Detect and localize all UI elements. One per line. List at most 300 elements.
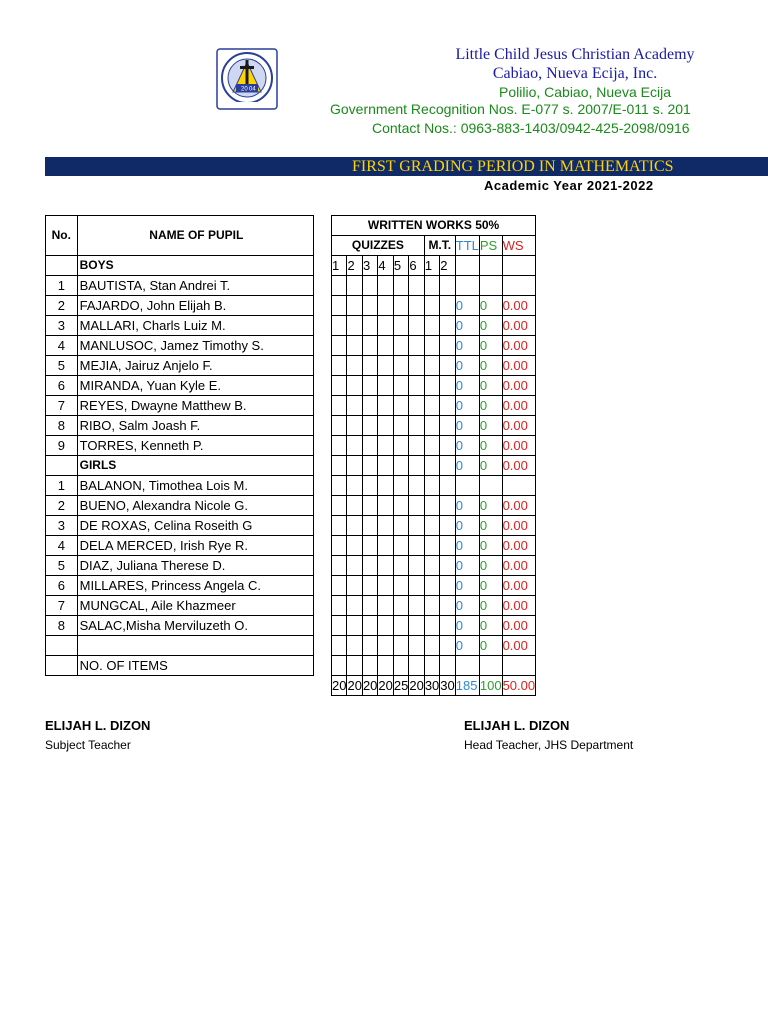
ws-value: 0.00 [502,356,536,376]
ws-value: 0.00 [502,576,536,596]
pupil-row [46,596,314,616]
score-cell[interactable] [347,616,362,636]
score-cell[interactable] [393,296,408,316]
blank-cell [479,656,502,676]
score-cell[interactable] [378,536,393,556]
score-cell[interactable] [393,396,408,416]
ws-value: 0.00 [502,376,536,396]
pupil-score-row [332,296,536,316]
ttl-cell [455,276,479,296]
score-cell [332,476,347,496]
ttl-value: 0 [455,436,479,456]
ps-value: 0 [479,456,502,476]
ps-value: 0 [479,516,502,536]
ps-value: 0 [479,336,502,356]
score-cell[interactable] [332,536,347,556]
logo-year-left: 20 [241,86,248,93]
pupil-row [46,516,314,536]
pupil-number: 1 [46,476,78,496]
ttl-value: 0 [455,416,479,436]
score-cell[interactable] [440,576,455,596]
score-cell[interactable] [347,316,362,336]
score-cell[interactable] [409,396,424,416]
col-header-name: NAME OF PUPIL [77,216,313,256]
pupil-name: REYES, Dwayne Matthew B. [77,396,313,416]
score-cell[interactable] [332,496,347,516]
score-cell [424,476,439,496]
girls-label: GIRLS [77,456,313,476]
score-cell[interactable] [409,596,424,616]
pupil-name: DELA MERCED, Irish Rye R. [77,536,313,556]
pupil-number: 6 [46,576,78,596]
score-cell[interactable] [440,456,455,476]
score-cell[interactable] [393,616,408,636]
pupil-row [46,396,314,416]
score-cell[interactable] [362,416,377,436]
ps-value: 0 [479,396,502,416]
pupil-name: BUENO, Alexandra Nicole G. [77,496,313,516]
score-cell[interactable] [424,636,439,656]
school-logo [216,48,278,110]
score-cell[interactable] [378,636,393,656]
score-cell[interactable] [332,556,347,576]
score-cell [347,276,362,296]
items-no-empty [46,656,78,676]
pupil-number: 3 [46,516,78,536]
score-cell[interactable] [409,556,424,576]
signature-head-teacher [464,718,633,752]
score-cell[interactable] [393,596,408,616]
score-cell[interactable] [378,396,393,416]
pupil-row [46,616,314,636]
score-cell[interactable] [409,416,424,436]
score-cell[interactable] [440,336,455,356]
score-cell[interactable] [424,596,439,616]
score-cell[interactable] [347,396,362,416]
score-cell[interactable] [347,596,362,616]
score-cell [378,476,393,496]
ws-cell [502,276,536,296]
items-row [46,656,314,676]
pupil-name: MIRANDA, Yuan Kyle E. [77,376,313,396]
ttl-value: 0 [455,496,479,516]
score-cell[interactable] [409,436,424,456]
score-cell[interactable] [362,556,377,576]
pupil-score-row [332,636,536,656]
blank-cell [77,636,313,656]
pupil-number: 8 [46,616,78,636]
pupil-number: 2 [46,496,78,516]
pupil-score-row [332,376,536,396]
score-cell [409,276,424,296]
score-cell[interactable] [378,356,393,376]
score-cell[interactable] [440,376,455,396]
row-no-empty [46,256,78,276]
score-cell[interactable] [440,416,455,436]
score-cell[interactable] [409,296,424,316]
score-cell[interactable] [409,456,424,476]
score-cell[interactable] [409,496,424,516]
girls-score-row [332,476,536,496]
ws-value: 0.00 [502,456,536,476]
written-works-container [331,215,715,693]
pupil-name: DIAZ, Juliana Therese D. [77,556,313,576]
score-cell[interactable] [378,296,393,316]
score-cell[interactable] [424,516,439,536]
score-cell[interactable] [378,436,393,456]
boys-row [46,256,314,276]
score-cell[interactable] [347,496,362,516]
pupil-score-row [332,396,536,416]
ps-value: 0 [479,536,502,556]
ttl-value: 0 [455,536,479,556]
pupil-row [46,476,314,496]
score-cell[interactable] [440,616,455,636]
score-cell[interactable] [378,516,393,536]
pupil-number: 4 [46,336,78,356]
score-cell[interactable] [378,576,393,596]
ttl-value: 0 [455,336,479,356]
score-cell[interactable] [424,356,439,376]
score-cell[interactable] [440,556,455,576]
girls-row [46,456,314,476]
pupil-number: 9 [46,436,78,456]
score-cell[interactable] [409,536,424,556]
score-cell[interactable] [440,536,455,556]
quiz-number: 2 [347,256,362,276]
mt-number: 1 [424,256,439,276]
score-cell[interactable] [362,596,377,616]
pupil-score-row [332,576,536,596]
score-cell[interactable] [332,396,347,416]
ps-value: 0 [479,416,502,436]
items-value: 25 [393,676,408,696]
score-cell [393,276,408,296]
score-cell[interactable] [393,416,408,436]
pupil-score-row [332,616,536,636]
ttl-value: 0 [455,396,479,416]
pupil-number: 3 [46,316,78,336]
items-score-row [332,676,536,696]
score-cell[interactable] [393,516,408,536]
score-cell[interactable] [362,436,377,456]
score-cell[interactable] [332,636,347,656]
ps-value: 0 [479,376,502,396]
blank-cell [455,656,479,676]
score-cell[interactable] [362,576,377,596]
score-cell[interactable] [362,616,377,636]
quiz-number: 4 [378,256,393,276]
ws-value: 0.00 [502,296,536,316]
pupil-row [46,376,314,396]
ttl-value: 0 [455,356,479,376]
ps-value: 0 [479,576,502,596]
ps-value: 0 [479,596,502,616]
score-cell[interactable] [440,356,455,376]
ps-value: 0 [479,316,502,336]
score-cell[interactable] [440,396,455,416]
score-cell[interactable] [393,336,408,356]
signature-subject-teacher [45,718,150,752]
pupil-name: DE ROXAS, Celina Roseith G [77,516,313,536]
ps-empty [479,256,502,276]
blank-cell [440,656,455,676]
score-cell [409,476,424,496]
score-cell[interactable] [393,556,408,576]
score-cell[interactable] [347,356,362,376]
score-cell[interactable] [393,636,408,656]
pupil-number: 6 [46,376,78,396]
items-ps: 100 [479,676,502,696]
score-cell[interactable] [440,316,455,336]
score-cell[interactable] [440,516,455,536]
ttl-empty [455,256,479,276]
score-cell[interactable] [362,376,377,396]
score-cell[interactable] [424,556,439,576]
score-cell [378,276,393,296]
ws-value: 0.00 [502,496,536,516]
score-cell[interactable] [393,536,408,556]
score-cell[interactable] [424,436,439,456]
score-cell[interactable] [332,376,347,396]
score-cell[interactable] [362,636,377,656]
score-cell[interactable] [393,376,408,396]
score-cell[interactable] [393,456,408,476]
score-cell[interactable] [424,376,439,396]
ws-value: 0.00 [502,436,536,456]
school-town: Cabiao, Nueva Ecija, Inc. [492,65,658,82]
score-cell[interactable] [332,416,347,436]
score-cell[interactable] [362,536,377,556]
ps-value: 0 [479,616,502,636]
pupil-score-row [332,496,536,516]
ws-value: 0.00 [502,536,536,556]
ps-value: 0 [479,636,502,656]
score-cell [332,276,347,296]
logo-year-right: 04 [249,86,256,93]
score-cell[interactable] [409,336,424,356]
score-cell[interactable] [424,576,439,596]
ws-value: 0.00 [502,596,536,616]
score-cell[interactable] [424,536,439,556]
score-cell[interactable] [440,436,455,456]
score-cell[interactable] [393,496,408,516]
score-cell[interactable] [332,356,347,376]
score-cell[interactable] [332,516,347,536]
items-value: 30 [440,676,455,696]
score-cell[interactable] [347,376,362,396]
score-cell[interactable] [409,356,424,376]
written-works-table [331,215,536,696]
pupil-score-row [332,316,536,336]
score-cell[interactable] [393,316,408,336]
pupil-score-row [332,336,536,356]
quizzes-header: QUIZZES [332,236,425,256]
ttl-header: TTL [455,236,479,256]
score-cell[interactable] [440,636,455,656]
pupil-name: BAUTISTA, Stan Andrei T. [77,276,313,296]
score-cell[interactable] [378,596,393,616]
score-cell [440,476,455,496]
ttl-value: 0 [455,296,479,316]
pupil-row [46,556,314,576]
pupil-name: RIBO, Salm Joash F. [77,416,313,436]
ps-header: PS [479,236,502,256]
ps-cell [479,276,502,296]
score-cell[interactable] [362,456,377,476]
score-cell[interactable] [393,436,408,456]
score-cell[interactable] [347,416,362,436]
score-cell[interactable] [332,616,347,636]
score-cell[interactable] [409,516,424,536]
score-cell[interactable] [409,616,424,636]
score-cell[interactable] [332,576,347,596]
ttl-value: 0 [455,316,479,336]
pupil-name: TORRES, Kenneth P. [77,436,313,456]
score-cell [424,276,439,296]
score-cell[interactable] [362,516,377,536]
score-cell[interactable] [347,636,362,656]
score-cell[interactable] [409,376,424,396]
score-cell[interactable] [424,416,439,436]
quiz-number: 1 [332,256,347,276]
score-cell[interactable] [347,576,362,596]
boys-label: BOYS [77,256,313,276]
pupil-score-row [332,556,536,576]
score-cell[interactable] [362,296,377,316]
score-cell[interactable] [393,576,408,596]
pupil-row [46,336,314,356]
score-cell[interactable] [440,496,455,516]
ws-value: 0.00 [502,616,536,636]
blank-cell [347,656,362,676]
items-value: 30 [424,676,439,696]
score-cell[interactable] [424,616,439,636]
score-cell[interactable] [378,376,393,396]
ttl-value: 0 [455,556,479,576]
ttl-value: 0 [455,636,479,656]
score-cell[interactable] [332,456,347,476]
score-cell[interactable] [362,396,377,416]
blank-score-row [332,656,536,676]
score-cell [362,476,377,496]
quiz-number: 6 [409,256,424,276]
score-cell [393,476,408,496]
pupil-score-row [332,536,536,556]
blank-cell [362,656,377,676]
score-cell[interactable] [393,356,408,376]
school-address: Polilio, Cabiao, Nueva Ecija [499,84,671,100]
score-cell[interactable] [409,316,424,336]
score-cell[interactable] [362,356,377,376]
score-cell[interactable] [424,316,439,336]
pupil-number: 7 [46,396,78,416]
score-cell[interactable] [424,456,439,476]
academic-year: Academic Year 2021-2022 [484,178,654,193]
score-cell[interactable] [378,556,393,576]
pupil-name: MALLARI, Charls Luiz M. [77,316,313,336]
mt-header: M.T. [424,236,455,256]
score-cell[interactable] [347,516,362,536]
items-value: 20 [409,676,424,696]
pupil-name: BALANON, Timothea Lois M. [77,476,313,496]
pupil-name: MILLARES, Princess Angela C. [77,576,313,596]
pupil-name: MANLUSOC, Jamez Timothy S. [77,336,313,356]
ps-value: 0 [479,296,502,316]
score-cell[interactable] [409,576,424,596]
score-cell[interactable] [424,336,439,356]
written-works-header: WRITTEN WORKS 50% [332,216,536,236]
score-cell[interactable] [378,416,393,436]
items-ttl: 185 [455,676,479,696]
score-cell[interactable] [332,436,347,456]
score-cell[interactable] [440,296,455,316]
score-cell[interactable] [332,336,347,356]
ttl-value: 0 [455,616,479,636]
score-cell[interactable] [347,456,362,476]
pupil-score-row [332,456,536,476]
ws-empty [502,256,536,276]
score-cell[interactable] [440,596,455,616]
score-cell[interactable] [378,336,393,356]
score-cell[interactable] [362,316,377,336]
blank-cell [46,636,78,656]
col-header-no: No. [46,216,78,256]
score-cell[interactable] [332,296,347,316]
boys-score-row [332,276,536,296]
pupil-score-row [332,516,536,536]
items-value: 20 [378,676,393,696]
ttl-value: 0 [455,516,479,536]
quiz-number: 5 [393,256,408,276]
score-cell[interactable] [378,456,393,476]
ttl-value: 0 [455,596,479,616]
pupil-number: 8 [46,416,78,436]
school-name: Little Child Jesus Christian Academy [455,46,695,63]
score-cell[interactable] [409,636,424,656]
government-recognition: Government Recognition Nos. E-077 s. 2007/E-011 s. 201 [330,101,691,117]
score-cell[interactable] [347,556,362,576]
ws-value: 0.00 [502,516,536,536]
score-cell[interactable] [347,536,362,556]
pupil-name-table [45,215,314,676]
score-cell[interactable] [378,616,393,636]
score-cell[interactable] [362,496,377,516]
score-cell[interactable] [424,496,439,516]
pupil-name: FAJARDO, John Elijah B. [77,296,313,316]
ws-cell [502,476,536,496]
score-cell[interactable] [362,336,377,356]
score-cell[interactable] [378,316,393,336]
signature-role: Subject Teacher [45,738,131,752]
pupil-name: MUNGCAL, Aile Khazmeer [77,596,313,616]
score-cell[interactable] [347,336,362,356]
ttl-cell [455,476,479,496]
score-cell[interactable] [347,296,362,316]
score-cell[interactable] [378,496,393,516]
pupil-row [46,436,314,456]
pupil-score-row [332,596,536,616]
score-cell[interactable] [332,316,347,336]
pupil-number: 2 [46,296,78,316]
score-cell[interactable] [332,596,347,616]
score-cell[interactable] [424,396,439,416]
ps-value: 0 [479,496,502,516]
ttl-value: 0 [455,376,479,396]
row-no-empty [46,456,78,476]
score-cell[interactable] [424,296,439,316]
score-cell[interactable] [347,436,362,456]
